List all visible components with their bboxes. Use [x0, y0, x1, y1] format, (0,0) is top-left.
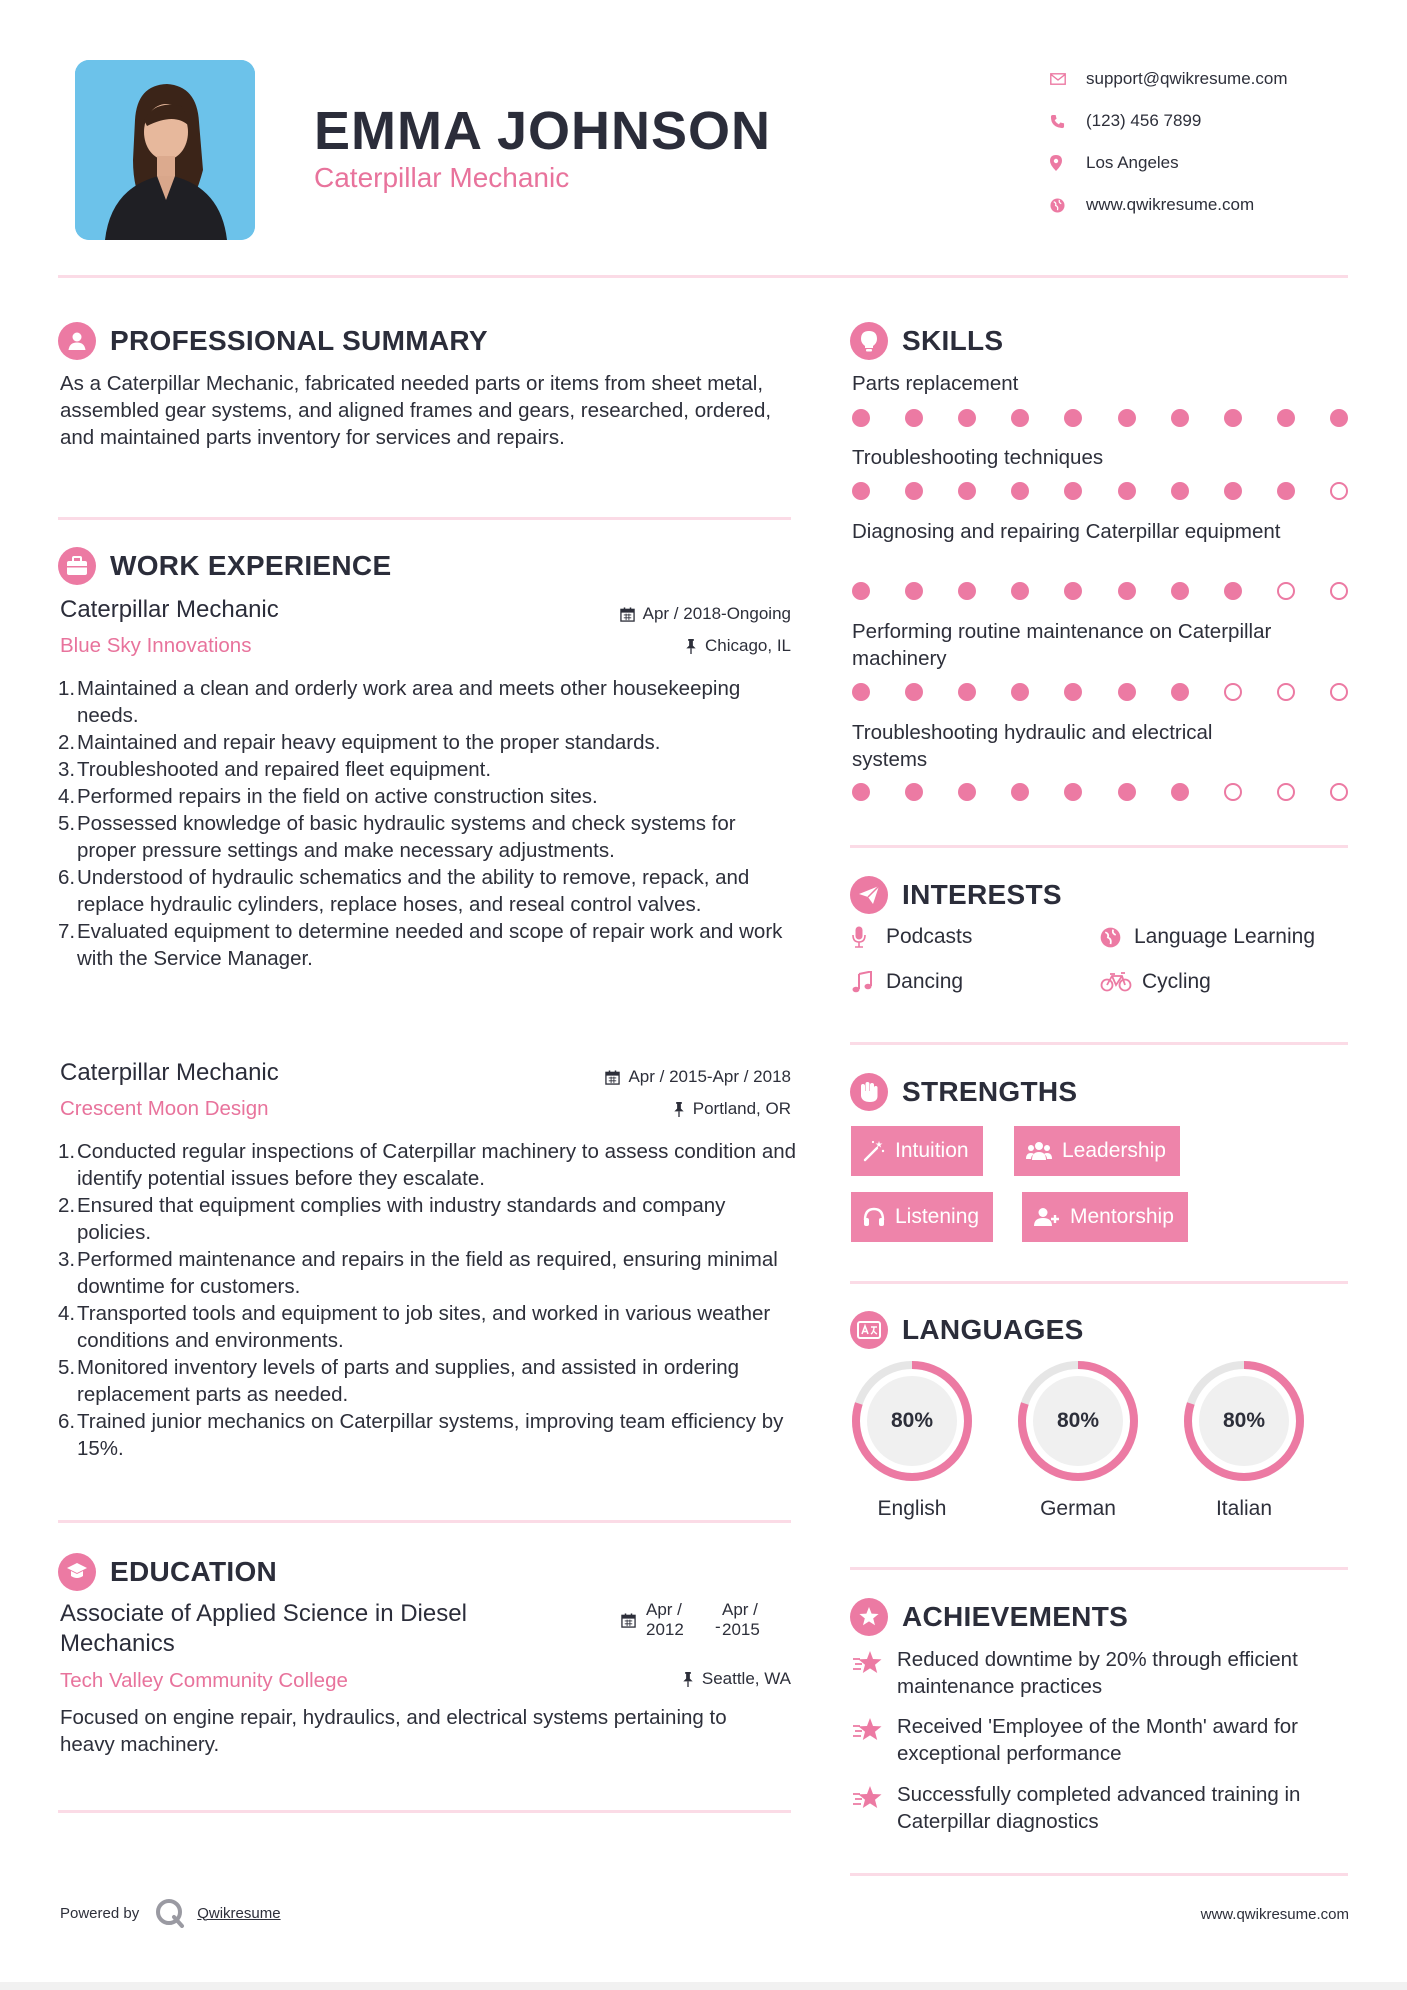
- language-progress-ring: [1016, 1359, 1140, 1483]
- strengths-title: STRENGTHS: [902, 1076, 1078, 1107]
- candidate-title: Caterpillar Mechanic: [314, 162, 570, 193]
- rating-dot-filled: [905, 409, 923, 427]
- experience-title: WORK EXPERIENCE: [110, 550, 392, 581]
- rating-dot-filled: [1171, 683, 1189, 701]
- contact-location-text: Los Angeles: [1086, 153, 1179, 172]
- education-divider: [58, 1810, 791, 1813]
- rating-dot-filled: [852, 409, 870, 427]
- summary-heading: [58, 322, 488, 360]
- skills-divider: [850, 845, 1348, 848]
- job-1-location: [500, 636, 791, 656]
- job-2-company: Crescent Moon Design: [60, 1097, 269, 1120]
- rating-dot-filled: [1064, 482, 1082, 500]
- strengths-divider: [850, 1281, 1348, 1284]
- job-2-duties: [58, 1138, 798, 1462]
- language-card-icon: [850, 1311, 888, 1349]
- rating-dot-filled: [1011, 409, 1029, 427]
- rating-dot-filled: [1171, 409, 1189, 427]
- language-name: German: [1040, 1497, 1116, 1520]
- achievements-divider: [850, 1873, 1348, 1876]
- pushpin-icon: [673, 1102, 685, 1117]
- graduation-cap-icon: [58, 1553, 96, 1591]
- lightbulb-icon: [850, 322, 888, 360]
- strength-mentorship: Mentorship: [1022, 1192, 1188, 1242]
- qwikresume-link[interactable]: Qwikresume: [197, 1904, 281, 1922]
- experience-divider: [58, 1520, 791, 1523]
- strengths-heading: [850, 1073, 1077, 1111]
- rating-dot-empty: [1224, 783, 1242, 801]
- user-plus-icon: [1034, 1207, 1060, 1227]
- job-2-dates-text: Apr / 2015-Apr / 2018: [628, 1067, 791, 1086]
- achievement-3: Successfully completed advanced training in Caterpillar diagnostics: [852, 1781, 1348, 1835]
- list-item: 7. Evaluated equipment to determine needed and scope of repair work and work with the Service Manager.: [58, 920, 783, 970]
- rating-dot-filled: [1224, 482, 1242, 500]
- language-progress-ring: [850, 1359, 974, 1483]
- job-2-dates: [500, 1067, 791, 1087]
- headphones-icon: [863, 1207, 885, 1227]
- rating-dot-filled: [1064, 582, 1082, 600]
- rating-dot-filled: [905, 783, 923, 801]
- job-2-location: [500, 1099, 791, 1119]
- contact-website[interactable]: [1050, 184, 1288, 226]
- achievement-2: Received 'Employee of the Month' award for exceptional performance: [852, 1713, 1348, 1767]
- contact-website-text: www.qwikresume.com: [1086, 195, 1255, 214]
- rating-dot-filled: [1171, 482, 1189, 500]
- pushpin-icon: [685, 639, 697, 654]
- experience-heading: [58, 547, 391, 585]
- rating-dot-empty: [1224, 683, 1242, 701]
- contact-phone[interactable]: [1050, 100, 1288, 142]
- rating-dot-filled: [1064, 783, 1082, 801]
- profile-photo: [75, 60, 255, 240]
- language-italian: [1182, 1359, 1306, 1521]
- education-degree-line-1: Associate of Applied Science in Diesel: [60, 1600, 467, 1627]
- achievements-title: ACHIEVEMENTS: [902, 1601, 1129, 1632]
- strength-leadership: Leadership: [1014, 1126, 1180, 1176]
- rating-dot-empty: [1330, 582, 1348, 600]
- interests-divider: [850, 1042, 1348, 1045]
- rating-dot-filled: [958, 582, 976, 600]
- rating-dot-filled: [958, 482, 976, 500]
- interests-title: INTERESTS: [902, 879, 1062, 910]
- list-item: 6. Understood of hydraulic schematics and the ability to remove, repack, and replace hydraulic cylinders, replace hoses, and reseal control valves.: [58, 866, 750, 916]
- contact-email-text: support@qwikresume.com: [1086, 69, 1288, 88]
- list-item: 6. Trained junior mechanics on Caterpillar systems, improving team efficiency by 15%.: [58, 1410, 784, 1460]
- rating-dot-filled: [958, 783, 976, 801]
- rating-dot-filled: [1171, 582, 1189, 600]
- rating-dot-filled: [1118, 783, 1136, 801]
- rating-dot-filled: [1118, 482, 1136, 500]
- map-pin-icon: [1050, 155, 1086, 171]
- education-location: [500, 1669, 791, 1689]
- footer-powered-by: [60, 1898, 281, 1928]
- rating-dot-filled: [958, 683, 976, 701]
- interest-dancing: Dancing: [852, 970, 963, 994]
- skills-heading: [850, 322, 1003, 360]
- language-percent: 80%: [1222, 1409, 1266, 1432]
- job-1-dates: [500, 604, 791, 624]
- list-item: 2. Maintained and repair heavy equipment to the proper standards.: [58, 731, 661, 754]
- job-1-duties: [58, 675, 798, 972]
- skill-4-rating: [852, 683, 1348, 703]
- education-date-dash: -: [715, 1617, 721, 1636]
- rating-dot-filled: [1224, 409, 1242, 427]
- education-description: Focused on engine repair, hydraulics, and electrical systems pertaining to heavy machinery.: [60, 1706, 727, 1756]
- education-degree-line-2: Mechanics: [60, 1630, 175, 1657]
- rating-dot-filled: [1330, 409, 1348, 427]
- rating-dot-filled: [905, 582, 923, 600]
- rating-dot-filled: [1064, 683, 1082, 701]
- education-start-date: Apr / 2012: [646, 1600, 684, 1639]
- paper-plane-icon: [850, 876, 888, 914]
- list-item: 4. Performed repairs in the field on active construction sites.: [58, 785, 598, 808]
- list-item: 3. Troubleshooted and repaired fleet equipment.: [58, 758, 492, 781]
- skill-5-label: Troubleshooting hydraulic and electrical systems: [852, 721, 1213, 771]
- candidate-name: EMMA JOHNSON: [314, 101, 772, 161]
- list-item: 4. Transported tools and equipment to job sites, and worked in various weather conditions and environments.: [58, 1302, 771, 1352]
- skills-title: SKILLS: [902, 325, 1004, 356]
- rating-dot-filled: [905, 482, 923, 500]
- language-percent: 80%: [1056, 1409, 1100, 1432]
- pushpin-icon: [682, 1672, 694, 1687]
- skill-1-rating: [852, 409, 1348, 429]
- globe-icon: [1100, 927, 1128, 948]
- language-percent: 80%: [890, 1409, 934, 1432]
- list-item: 1. Conducted regular inspections of Caterpillar machinery to assess condition and identify potential issues before they escalate.: [58, 1140, 797, 1190]
- calendar-icon: [605, 1070, 620, 1085]
- magic-wand-icon: [863, 1140, 885, 1162]
- star-icon: [852, 1646, 897, 1700]
- interest-podcasts: Podcasts: [852, 925, 972, 949]
- strength-listening: Listening: [851, 1192, 993, 1242]
- interests-heading: [850, 876, 1062, 914]
- globe-icon: [1050, 198, 1086, 213]
- language-german: [1016, 1359, 1140, 1521]
- contact-email[interactable]: [1050, 58, 1288, 100]
- rating-dot-filled: [852, 783, 870, 801]
- phone-icon: [1050, 114, 1086, 129]
- bottom-bar: [0, 1982, 1407, 1990]
- footer-website[interactable]: www.qwikresume.com: [1200, 1906, 1349, 1923]
- summary-text: As a Caterpillar Mechanic, fabricated needed parts or items from sheet metal, assembled gear systems, and aligned frames and gears, researched, ordered, and maintained parts inventory for services and repairs.: [60, 372, 772, 449]
- rating-dot-filled: [905, 683, 923, 701]
- contact-block: [1050, 58, 1288, 226]
- header-divider: [58, 275, 1348, 278]
- skill-5-rating: [852, 783, 1348, 803]
- music-note-icon: [852, 971, 880, 993]
- rating-dot-filled: [1118, 409, 1136, 427]
- list-item: 2. Ensured that equipment complies with industry standards and company policies.: [58, 1194, 726, 1244]
- envelope-icon: [1050, 73, 1086, 85]
- skill-3-rating: [852, 582, 1348, 602]
- list-item: 5. Monitored inventory levels of parts and supplies, and assisted in ordering replacement parts as needed.: [58, 1356, 740, 1406]
- achievements-heading: [850, 1598, 1128, 1636]
- rating-dot-filled: [1224, 582, 1242, 600]
- star-icon: [852, 1713, 897, 1767]
- rating-dot-filled: [852, 482, 870, 500]
- job-1-dates-text: Apr / 2018-Ongoing: [642, 604, 791, 623]
- rating-dot-filled: [1171, 783, 1189, 801]
- rating-dot-empty: [1277, 582, 1295, 600]
- job-1-location-text: Chicago, IL: [705, 636, 791, 655]
- list-item: 5. Possessed knowledge of basic hydraulic systems and check systems for proper pressure settings and make necessary adjustments.: [58, 812, 736, 862]
- rating-dot-filled: [1118, 683, 1136, 701]
- rating-dot-filled: [852, 582, 870, 600]
- trophy-star-icon: [850, 1598, 888, 1636]
- calendar-icon: [620, 607, 635, 622]
- rating-dot-filled: [958, 409, 976, 427]
- job-2-role: Caterpillar Mechanic: [60, 1059, 279, 1086]
- strength-intuition: Intuition: [851, 1126, 983, 1176]
- language-name: English: [877, 1497, 947, 1520]
- rating-dot-filled: [1064, 409, 1082, 427]
- skill-1-label: Parts replacement: [852, 372, 1019, 395]
- summary-title: PROFESSIONAL SUMMARY: [110, 325, 488, 356]
- skill-2-label: Troubleshooting techniques: [852, 446, 1104, 469]
- education-location-text: Seattle, WA: [701, 1669, 791, 1688]
- job-1-role: Caterpillar Mechanic: [60, 596, 279, 623]
- rating-dot-filled: [1118, 582, 1136, 600]
- education-end-date: Apr / 2015: [722, 1600, 760, 1639]
- languages-title: LANGUAGES: [902, 1314, 1084, 1345]
- qwikresume-logo-icon: [155, 1898, 185, 1928]
- users-icon: [1026, 1141, 1052, 1161]
- rating-dot-empty: [1330, 482, 1348, 500]
- powered-by-label: Powered by: [60, 1904, 140, 1922]
- rating-dot-filled: [1277, 482, 1295, 500]
- education-calendar-icon: [621, 1613, 636, 1633]
- job-1-company: Blue Sky Innovations: [60, 634, 252, 657]
- summary-divider: [58, 517, 791, 520]
- job-2-location-text: Portland, OR: [692, 1099, 791, 1118]
- interest-cycling: Cycling: [1100, 970, 1211, 994]
- education-heading: [58, 1553, 277, 1591]
- rating-dot-empty: [1277, 783, 1295, 801]
- rating-dot-empty: [1277, 683, 1295, 701]
- interest-language-learning: Language Learning: [1100, 925, 1315, 949]
- achievement-1: Reduced downtime by 20% through efficient maintenance practices: [852, 1646, 1348, 1700]
- contact-location: [1050, 142, 1288, 184]
- languages-heading: [850, 1311, 1084, 1349]
- raised-fist-icon: [850, 1073, 888, 1111]
- language-name: Italian: [1215, 1497, 1273, 1520]
- language-english: [850, 1359, 974, 1521]
- microphone-icon: [852, 926, 880, 948]
- briefcase-icon: [58, 547, 96, 585]
- rating-dot-filled: [1011, 482, 1029, 500]
- education-title: EDUCATION: [110, 1556, 278, 1587]
- list-item: 3. Performed maintenance and repairs in the field as required, ensuring minimal downtime for customers.: [58, 1248, 778, 1298]
- skill-2-rating: [852, 482, 1348, 502]
- language-progress-ring: [1182, 1359, 1306, 1483]
- education-school: Tech Valley Community College: [60, 1669, 348, 1692]
- skill-3-label: Diagnosing and repairing Caterpillar equipment: [852, 520, 1281, 543]
- rating-dot-filled: [1011, 582, 1029, 600]
- languages-divider: [850, 1567, 1348, 1570]
- star-icon: [852, 1781, 897, 1835]
- contact-phone-text: (123) 456 7899: [1086, 111, 1202, 130]
- user-icon: [58, 322, 96, 360]
- skill-4-label: Performing routine maintenance on Caterpillar machinery: [852, 620, 1272, 670]
- bicycle-icon: [1100, 972, 1136, 992]
- list-item: 1. Maintained a clean and orderly work area and meets other housekeeping needs.: [58, 677, 741, 727]
- rating-dot-filled: [1011, 783, 1029, 801]
- rating-dot-filled: [1277, 409, 1295, 427]
- rating-dot-empty: [1330, 783, 1348, 801]
- rating-dot-empty: [1330, 683, 1348, 701]
- rating-dot-filled: [1011, 683, 1029, 701]
- rating-dot-filled: [852, 683, 870, 701]
